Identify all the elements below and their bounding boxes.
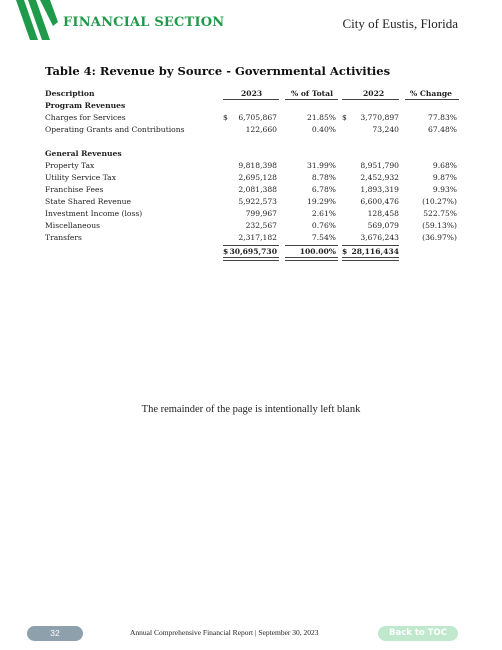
- cell-description: Property Tax: [45, 161, 95, 170]
- cell-description: Investment Income (loss): [45, 209, 143, 218]
- col-header-pct-change: % Change: [410, 89, 453, 98]
- cell-pct-change: 9.87%: [432, 173, 457, 182]
- cell-value-2022: 569,079: [367, 221, 399, 230]
- cell-pct-change: (10.27%): [422, 197, 457, 206]
- cell-value-2022: 8,951,790: [360, 161, 399, 170]
- cell-value-2023: 5,922,573: [238, 197, 277, 206]
- table-row: [45, 196, 459, 208]
- cell-pct-change: 522.75%: [423, 209, 457, 218]
- cell-pct-total: 31.99%: [307, 161, 336, 170]
- cell-pct-total: 6.78%: [311, 185, 336, 194]
- col-header-2023: 2023: [241, 89, 263, 98]
- cell-value-2022: 3,676,243: [360, 233, 399, 242]
- cell-dollar-2022: $: [342, 113, 347, 122]
- cell-pct-total: 8.78%: [311, 173, 336, 182]
- back-to-toc-button[interactable]: Back to TOC: [378, 626, 458, 641]
- cell-pct-change: (59.13%): [422, 221, 457, 230]
- cell-value-2023: 232,567: [245, 221, 277, 230]
- cell-value-2022: 128,458: [367, 209, 399, 218]
- cell-value-2023: 799,967: [245, 209, 277, 218]
- blank-page-note: The remainder of the page is intentionally left blank: [141, 404, 361, 415]
- cell-value-2023: 122,660: [245, 125, 277, 134]
- cell-description: State Shared Revenue: [45, 197, 132, 206]
- cell-dollar-2023: $: [223, 113, 228, 122]
- table-row: [45, 220, 459, 232]
- cell-dollar-2022: $: [342, 247, 348, 256]
- cell-pct-change: 9.93%: [432, 185, 457, 194]
- cell-pct-total: 2.61%: [311, 209, 336, 218]
- total-double-rule: [223, 257, 279, 261]
- cell-value-2023: 2,081,388: [238, 185, 277, 194]
- city-name: City of Eustis, Florida: [342, 16, 458, 31]
- revenue-table: [45, 88, 459, 258]
- col-header-description: Description: [45, 89, 95, 98]
- cell-value-2023: 6,705,867: [238, 113, 277, 122]
- col-header-pct-total: % of Total: [291, 89, 333, 98]
- table-row: [45, 232, 459, 244]
- cell-pct-total: 7.54%: [311, 233, 336, 242]
- cell-pct-total: 19.29%: [307, 197, 336, 206]
- table-row: [45, 172, 459, 184]
- page-number-badge: 32: [27, 626, 83, 641]
- cell-value-2023: 2,695,128: [238, 173, 277, 182]
- table-row: [45, 124, 459, 136]
- cell-pct-total: 21.85%: [307, 113, 336, 122]
- table-row: [45, 160, 459, 172]
- cell-value-2022: 3,770,897: [360, 113, 399, 122]
- table-row: [45, 184, 459, 196]
- cell-description: Utility Service Tax: [45, 173, 116, 182]
- cell-description: Operating Grants and Contributions: [45, 125, 185, 134]
- table-title: Table 4: Revenue by Source - Governmental Activities: [45, 64, 391, 78]
- total-double-rule: [342, 257, 399, 261]
- total-double-rule: [285, 257, 338, 261]
- cell-pct-change: 9.68%: [432, 161, 457, 170]
- cell-description: Transfers: [45, 233, 82, 242]
- cell-total-2022: 28,116,434: [351, 247, 399, 256]
- cell-value-2022: 73,240: [372, 125, 399, 134]
- cell-pct-change: (36.97%): [422, 233, 457, 242]
- section-label: Program Revenues: [45, 101, 126, 110]
- cell-description: Franchise Fees: [45, 185, 104, 194]
- cell-value-2022: 2,452,932: [360, 173, 399, 182]
- footer-report-text: Annual Comprehensive Financial Report | September 30, 2023: [130, 628, 319, 637]
- cell-value-2022: 6,600,476: [360, 197, 399, 206]
- spacer-row: [45, 136, 459, 148]
- cell-total-pct: 100.00%: [299, 247, 336, 256]
- table-header-row: [45, 88, 459, 100]
- cell-dollar-2023: $: [223, 247, 229, 256]
- total-row: [45, 246, 459, 258]
- cell-pct-change: 67.48%: [428, 125, 457, 134]
- cell-description: Charges for Services: [45, 113, 126, 122]
- col-header-2022: 2022: [363, 89, 385, 98]
- cell-value-2023: 2,317,182: [238, 233, 277, 242]
- table-row: [45, 208, 459, 220]
- cell-total-2023: 30,695,730: [229, 247, 277, 256]
- table-row: [45, 112, 459, 124]
- cell-pct-change: 77.83%: [428, 113, 457, 122]
- section-program-revenues: [45, 100, 459, 112]
- section-title: FINANCIAL SECTION: [63, 15, 225, 30]
- cell-description: Miscellaneous: [45, 221, 100, 230]
- section-general-revenues: [45, 148, 459, 160]
- cell-value-2023: 9,818,398: [238, 161, 277, 170]
- cell-pct-total: 0.40%: [311, 125, 336, 134]
- cell-pct-total: 0.76%: [311, 221, 336, 230]
- cell-value-2022: 1,893,319: [360, 185, 399, 194]
- section-label: General Revenues: [45, 149, 122, 158]
